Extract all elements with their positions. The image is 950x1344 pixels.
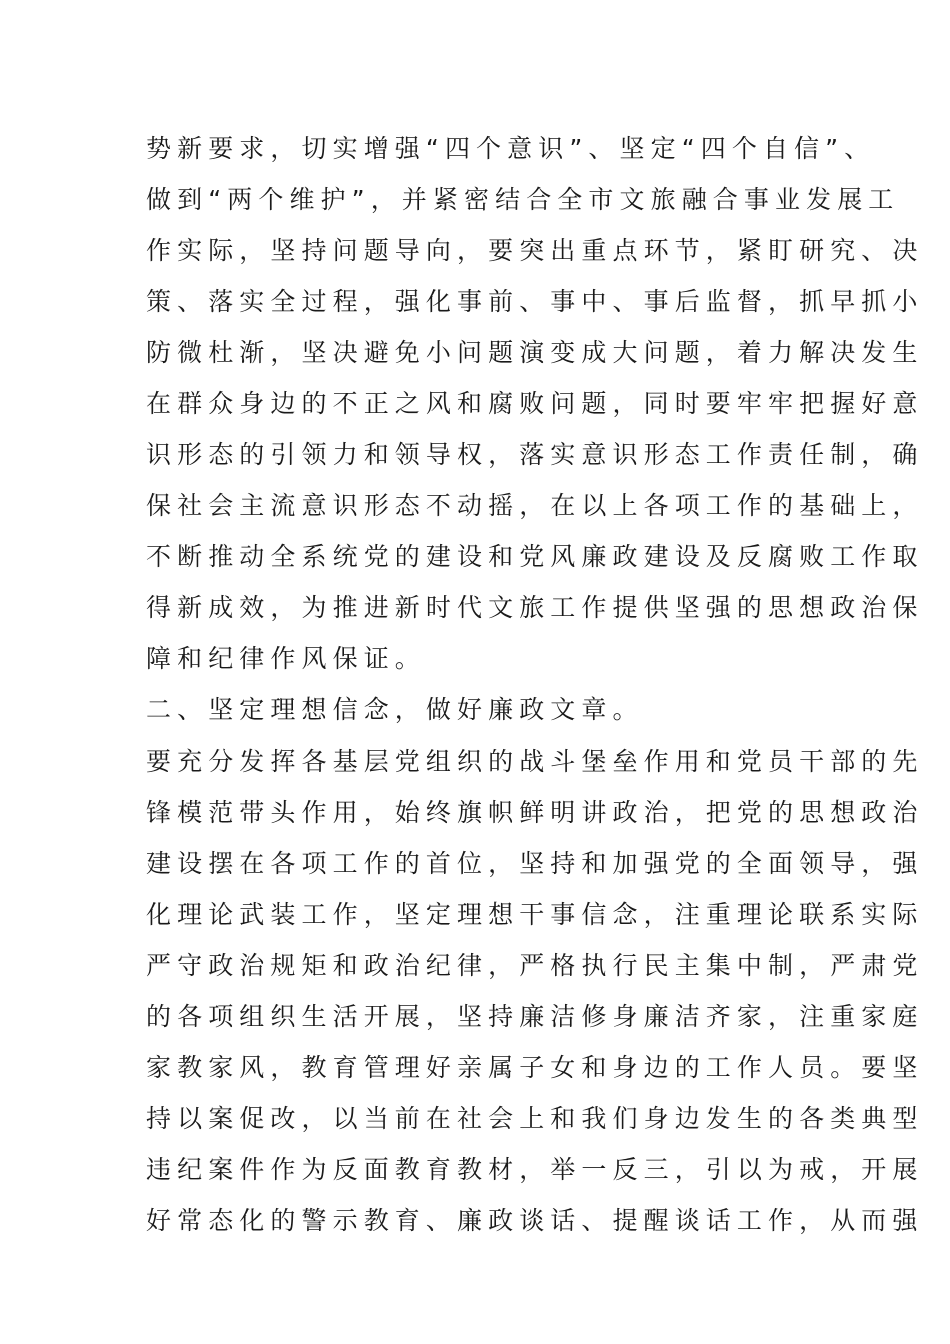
body-text-line: 家教家风，教育管理好亲属子女和身边的工作人员。要坚 xyxy=(146,1053,924,1082)
body-text-line: 严守政治规矩和政治纪律，严格执行民主集中制，严肃党 xyxy=(146,951,924,980)
body-text-line: 的各项组织生活开展，坚持廉洁修身廉洁齐家，注重家庭 xyxy=(146,1002,924,1031)
body-text-line: 作实际，坚持问题导向，要突出重点环节，紧盯研究、决 xyxy=(146,236,924,265)
body-text-line: 好常态化的警示教育、廉政谈话、提醒谈话工作，从而强 xyxy=(146,1206,924,1235)
body-text-line: 不断推动全系统党的建设和党风廉政建设及反腐败工作取 xyxy=(146,542,924,571)
body-text-line: 障和纪律作风保证。 xyxy=(146,644,426,673)
body-text-line: 持以案促改，以当前在社会上和我们身边发生的各类典型 xyxy=(146,1104,924,1133)
body-text-line: 策、落实全过程，强化事前、事中、事后监督，抓早抓小 xyxy=(146,287,924,316)
body-text-line: 做到“两个维护”，并紧密结合全市文旅融合事业发展工 xyxy=(146,185,900,214)
section-heading: 二、坚定理想信念，做好廉政文章。 xyxy=(146,695,644,724)
body-text-line: 势新要求，切实增强“四个意识”、坚定“四个自信”、 xyxy=(146,134,876,163)
body-text-line: 在群众身边的不正之风和腐败问题，同时要牢牢把握好意 xyxy=(146,389,924,418)
body-text-line: 化理论武装工作，坚定理想干事信念，注重理论联系实际 xyxy=(146,900,924,929)
body-text-line: 防微杜渐，坚决避免小问题演变成大问题，着力解决发生 xyxy=(146,338,924,367)
body-text-line: 识形态的引领力和领导权，落实意识形态工作责任制，确 xyxy=(146,440,924,469)
body-text-line: 违纪案件作为反面教育教材，举一反三，引以为戒，开展 xyxy=(146,1155,924,1184)
body-text-line: 建设摆在各项工作的首位，坚持和加强党的全面领导，强 xyxy=(146,849,924,878)
body-text-line: 要充分发挥各基层党组织的战斗堡垒作用和党员干部的先 xyxy=(146,747,924,776)
body-text-line: 得新成效，为推进新时代文旅工作提供坚强的思想政治保 xyxy=(146,593,924,622)
body-text-line: 锋模范带头作用，始终旗帜鲜明讲政治，把党的思想政治 xyxy=(146,798,924,827)
body-text-line: 保社会主流意识形态不动摇，在以上各项工作的基础上， xyxy=(146,491,924,520)
